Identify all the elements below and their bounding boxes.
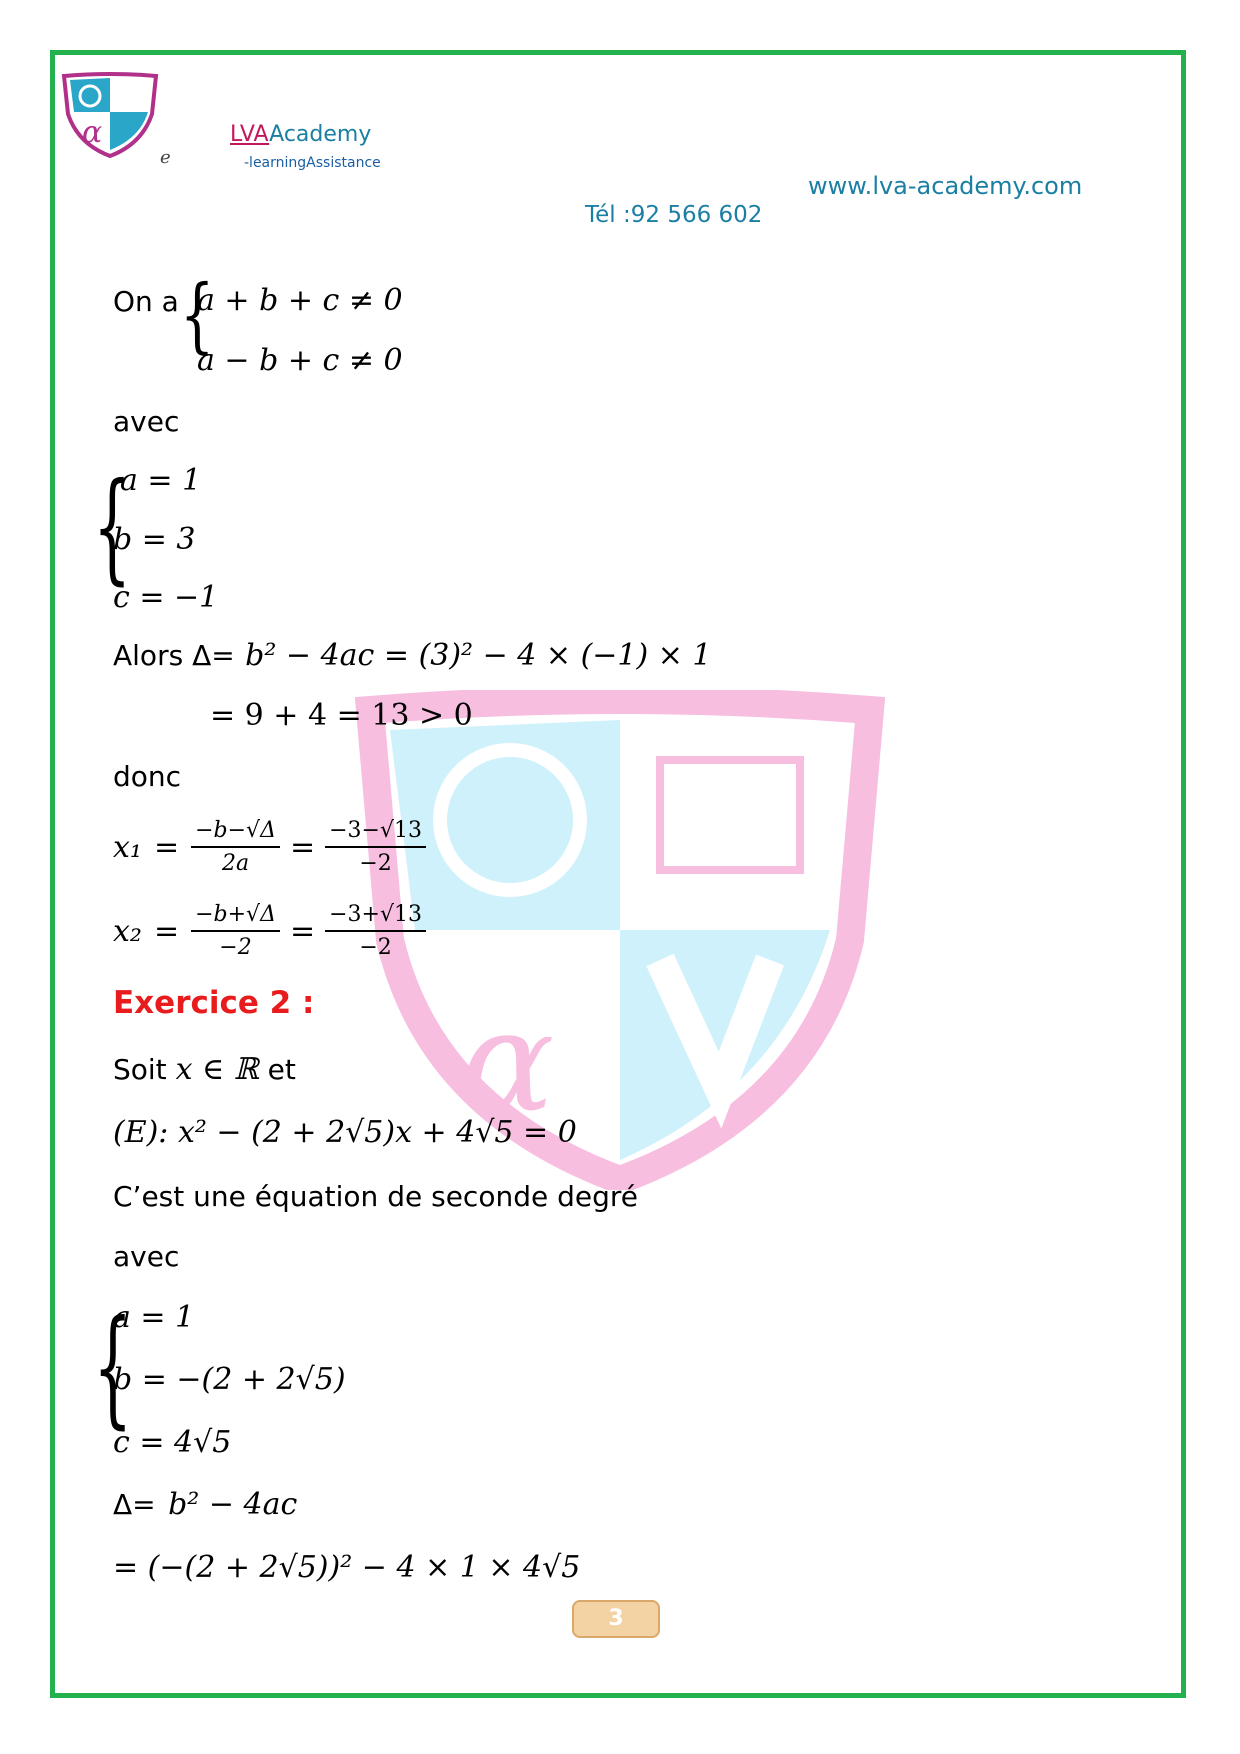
system1-b: b = 3 — [113, 522, 196, 557]
alors-line — [113, 638, 712, 673]
soit-et: et — [258, 1053, 296, 1086]
brace-system-1: { — [93, 458, 132, 598]
brace-conditions: { — [180, 267, 215, 362]
x1-f1-denominator: 2a — [221, 851, 250, 876]
x2-fraction-2 — [325, 902, 426, 960]
logo-e: e — [160, 147, 171, 168]
soit-line — [113, 1052, 296, 1087]
phone-number: Tél :92 566 602 — [585, 202, 763, 228]
svg-text:α: α — [460, 981, 555, 1144]
brand-name — [230, 122, 371, 147]
x1-f1-numerator: −b−√Δ — [191, 818, 280, 848]
statement-text: C’est une équation de seconde degré — [113, 1180, 638, 1213]
shield-logo — [60, 72, 160, 158]
x2-f2-denominator: −2 — [359, 935, 392, 960]
discriminant-result: = 9 + 4 = 13 > 0 — [210, 698, 473, 733]
delta-expansion: = (−(2 + 2√5))² − 4 × 1 × 4√5 — [113, 1550, 581, 1585]
system2-c: c = 4√5 — [113, 1425, 232, 1460]
brand-lva: LVA — [230, 122, 270, 147]
brand-academy: Academy — [269, 122, 372, 147]
delta-line — [113, 1487, 297, 1522]
delta-label: Δ= — [113, 1488, 156, 1521]
x1-formula — [113, 818, 426, 876]
system2-a: a = 1 — [113, 1300, 195, 1335]
x2-f1-denominator: −2 — [219, 935, 252, 960]
soit-math: x ∈ ℝ — [175, 1052, 259, 1087]
condition-1: a + b + c ≠ 0 — [197, 283, 403, 318]
equals-sign: = — [289, 913, 316, 949]
website-link[interactable]: www.lva-academy.com — [808, 172, 1083, 200]
alors-label: Alors Δ= — [113, 639, 235, 672]
system1-a: a = 1 — [120, 463, 202, 498]
text-on-a: On a — [113, 285, 179, 318]
page-number-badge: 3 — [572, 1600, 660, 1638]
alors-expression: b² − 4ac = (3)² − 4 × (−1) × 1 — [245, 638, 712, 673]
x1-label: x₁ — [113, 829, 142, 865]
x2-label: x₂ — [113, 913, 142, 949]
x2-f1-numerator: −b+√Δ — [191, 902, 280, 932]
equals-sign: = — [153, 829, 180, 865]
equation-e: (E): x² − (2 + 2√5)x + 4√5 = 0 — [113, 1115, 577, 1150]
condition-2: a − b + c ≠ 0 — [197, 343, 403, 378]
equals-sign: = — [289, 829, 316, 865]
x2-f2-numerator: −3+√13 — [325, 902, 426, 932]
logo-alpha: α — [82, 115, 103, 150]
brand-tagline: -learningAssistance — [244, 155, 381, 171]
equals-sign: = — [153, 913, 180, 949]
text-avec-1: avec — [113, 405, 180, 438]
x2-formula — [113, 902, 426, 960]
x1-f2-numerator: −3−√13 — [325, 818, 426, 848]
brace-system-2: { — [93, 1291, 133, 1442]
x1-f2-denominator: −2 — [359, 851, 392, 876]
text-donc: donc — [113, 760, 182, 793]
exercise-title: Exercice 2 : — [113, 985, 315, 1021]
system1-c: c = −1 — [113, 580, 219, 615]
system2-b: b = −(2 + 2√5) — [113, 1362, 346, 1397]
text-avec-2: avec — [113, 1240, 180, 1273]
soit-text: Soit — [113, 1053, 176, 1086]
x2-fraction-1 — [191, 902, 280, 960]
x1-fraction-2 — [325, 818, 426, 876]
delta-expression: b² − 4ac — [168, 1487, 298, 1522]
x1-fraction-1 — [191, 818, 280, 876]
